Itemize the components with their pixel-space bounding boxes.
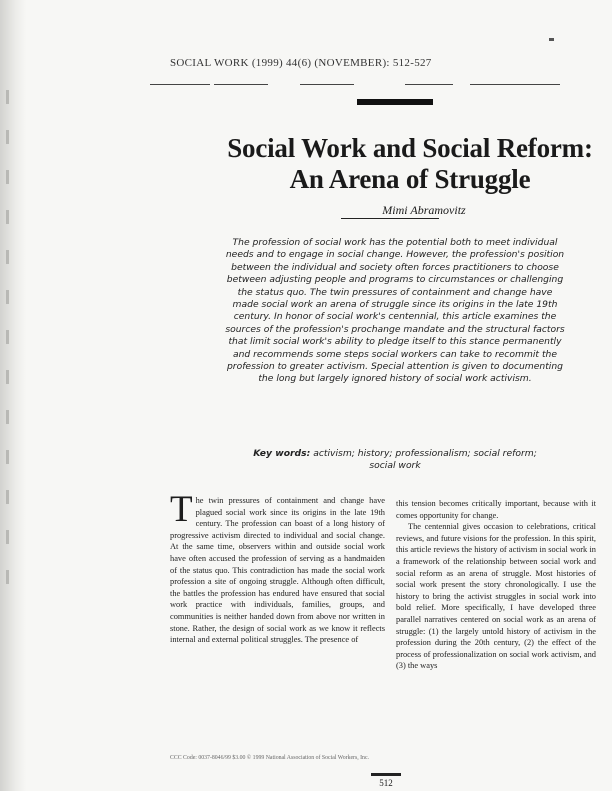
header-rule: [300, 84, 354, 85]
section-bar: [357, 99, 433, 105]
keywords-block: [250, 448, 540, 473]
scan-shadow-left: [0, 0, 26, 791]
header-rule: [470, 84, 560, 85]
title-line-1: Social Work and Social Reform:: [227, 133, 593, 163]
header-rule: [214, 84, 268, 85]
header-rule: [405, 84, 453, 85]
page-number: 512: [379, 778, 393, 788]
body-paragraph: The centennial gives occasion to celebrations, critical reviews, and future visions for the profession. In this spirit, this article reviews the history of activism in social work in a framework of the relationship between social work and social reform as an arena of struggle. Most histories of social work present the story chronologically. I use the history to bring the activist struggles in social work into bold relief. More specifically, I have developed three parallel narratives centered on social work as an arena of struggle: (1) the largely untold history of activism in the profession during the 20th century, (2) the effect of the process of professionalization on social work activism, and (3) the ways: [396, 522, 596, 671]
body-column-left: [170, 489, 385, 646]
scan-binding-marks: [6, 90, 9, 610]
article-title: [200, 133, 612, 195]
body-column-right: [396, 498, 596, 672]
title-line-2: An Arena of Struggle: [289, 164, 531, 194]
drop-cap: T: [170, 489, 193, 530]
header-rule: [150, 84, 210, 85]
journal-citation: SOCIAL WORK (1999) 44(6) (NOVEMBER): 512-527: [170, 57, 432, 69]
footnote: CCC Code: 0037-8046/99 $3.00 © 1999 National Association of Social Workers, Inc.: [170, 755, 369, 761]
author-name: Mimi Abramovitz: [382, 203, 466, 217]
body-paragraph: he twin pressures of containment and change have plagued social work since its origins in the late 19th century. The profession can boast of a long history of progressive activism directed to individual and social change. At the same time, observers within and outside social work have often accused the profession of serving as a handmaiden of the status quo. This contradiction has made the social work profession a site of ongoing struggle. Although often difficult, the battles the profession has endured have ensured that social work practice with individuals, families, groups, and communities is neither handed down from above nor written in stone. Rather, the design of social work as we know it reflects internal and external political struggles. The presence of: [170, 496, 385, 645]
author-rule: [341, 218, 439, 219]
scan-speck: [549, 38, 554, 41]
keywords-list: activism; history; professionalism; social reform; social work: [313, 448, 537, 472]
body-paragraph: this tension becomes critically important, because with it comes opportunity for change.: [396, 499, 596, 520]
abstract: The profession of social work has the potential both to meet individual needs and to engage in social change. However, the profession's position between the individual and society often forces practitioners to choose between adjusting people and programs to circumstances or challenging the status quo. The twin pressures of containment and change have made social work an arena of struggle since its origins in the late 19th century. In honor of social work's centennial, this article examines the sources of the profession's prochange mandate and the structural factors that limit social work's ability to pledge itself to this stance permanently and recommends some steps social workers can take to recommit the profession to greater activism. Special attention is given to documenting the long but largely ignored history of social work activism.: [225, 237, 565, 385]
keywords-label: Key words:: [253, 448, 311, 459]
page-number-bar: [371, 773, 401, 776]
